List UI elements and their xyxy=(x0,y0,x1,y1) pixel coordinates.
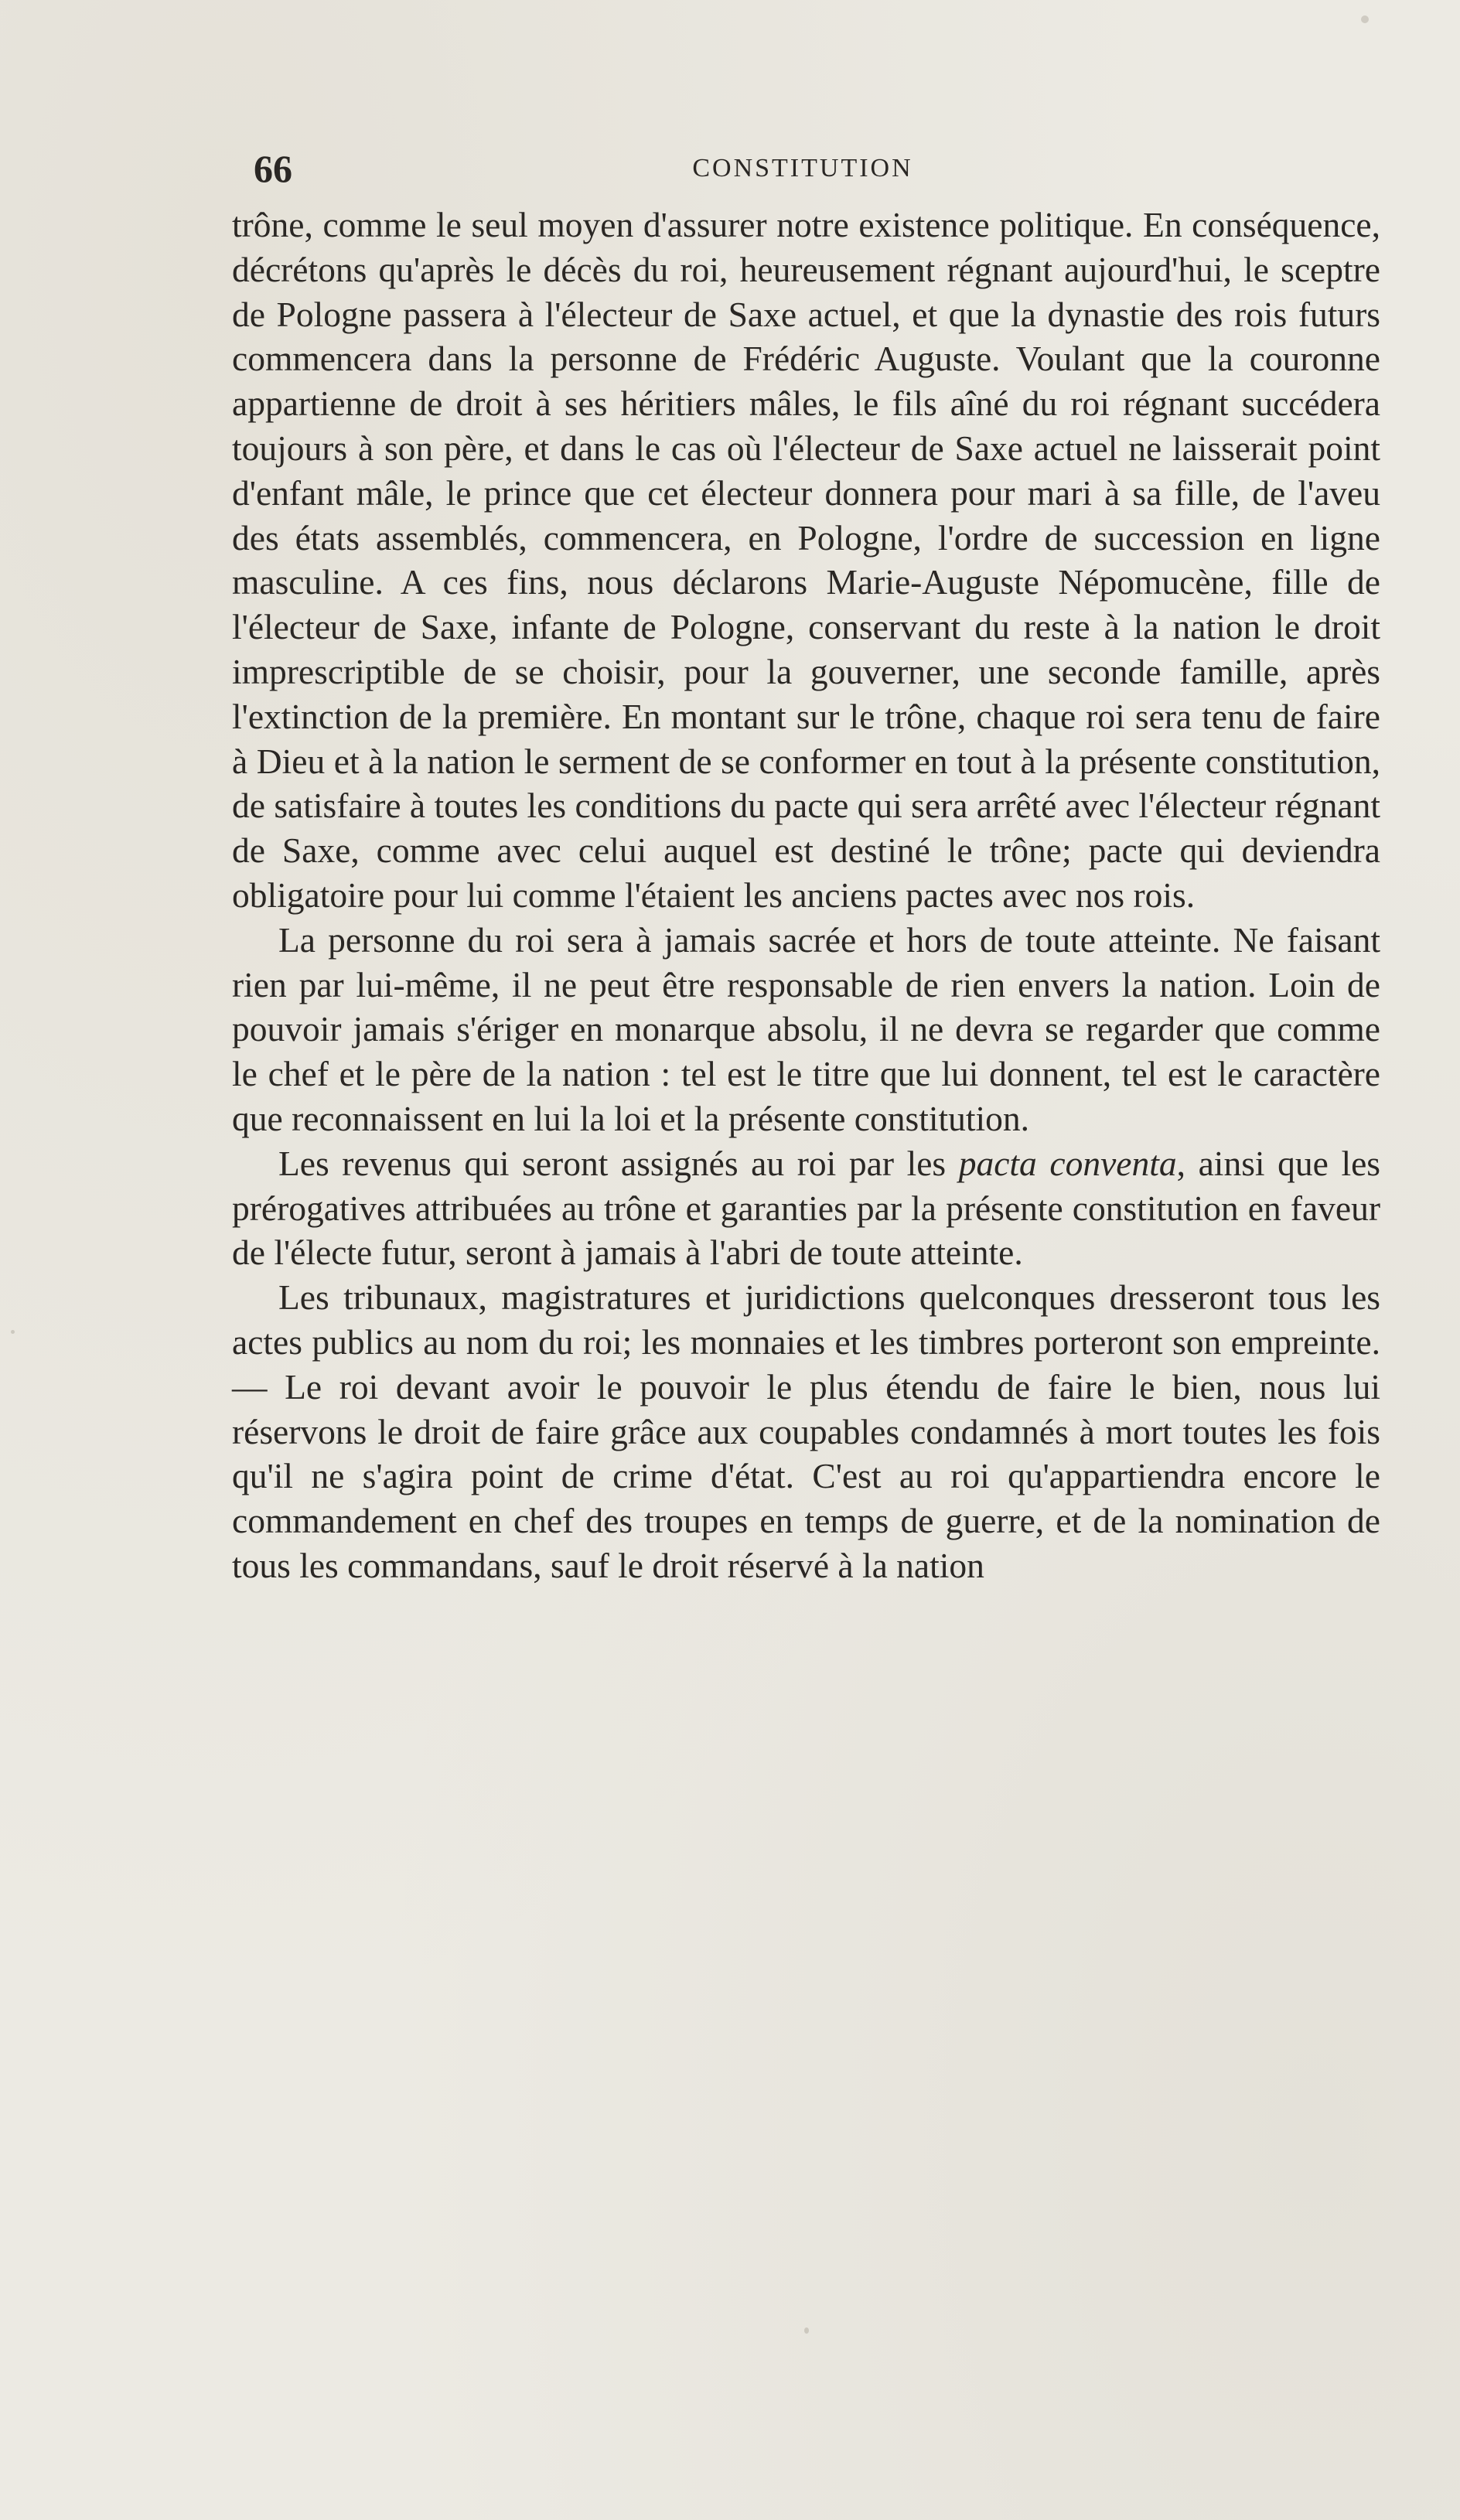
paper-speck xyxy=(1361,15,1369,23)
paragraph-tribunals: Les tribunaux, magistratures et juridictions quelconques dresseront tous les actes publics au nom du roi; les monnaies et les timbres porteront son empreinte. — Le roi devant avoir le pouvoir le plus étendu de faire le bien, nous lui réservons le droit de faire grâce aux coupables condamnés à mort toutes les fois qu'il ne s'agira point de crime d'état. C'est au roi qu'appartiendra encore le commandement en chef des troupes en temps de guerre, et de la nomination de tous les commandans, sauf le droit réservé à la nation xyxy=(232,1277,1380,1585)
paragraph-king-person: La personne du roi sera à jamais sacrée et hors de toute atteinte. Ne faisant rien par lui-même, il ne peut être responsable de rien envers la nation. Loin de pouvoir jamais s'ériger en monarque absolu, il ne devra se regarder que comme le chef et le père de la nation : tel est le titre que lui donnent, tel est le caractère que reconnaissent en lui la loi et la présente constitution. xyxy=(232,919,1380,1138)
paragraph-revenues-end: , ainsi que les prérogatives attribuées au trône et garanties par la présente constitution en faveur de l'électe futur, seront à jamais à l'abri de toute atteinte. xyxy=(232,1143,1380,1273)
paragraph-revenues-start: Les revenus qui seront assignés au roi par les xyxy=(278,1143,959,1183)
pacta-conventa-term: pacta conventa xyxy=(958,1143,1177,1183)
body-text xyxy=(232,203,1380,1588)
paper-speck xyxy=(11,1330,15,1334)
paragraph-revenues xyxy=(232,1141,1380,1275)
paper-speck xyxy=(804,2327,809,2334)
page-number: 66 xyxy=(254,147,292,190)
running-head: CONSTITUTION xyxy=(692,154,913,182)
paragraph-succession: trône, comme le seul moyen d'assurer notre existence politique. En conséquence, décrétons qu'après le décès du roi, heureusement régnant aujourd'hui, le sceptre de Pologne passera à l'électeur de Saxe actuel, et que la dynastie des rois futurs commencera dans la personne de Frédéric Auguste. Voulant que la couronne appartienne de droit à ses héritiers mâles, le fils aîné du roi régnant succédera toujours à son père, et dans le cas où l'électeur de Saxe actuel ne laisserait point d'enfant mâle, le prince que cet électeur donnera pour mari à sa fille, de l'aveu des états assemblés, commencera, en Pologne, l'ordre de succession en ligne masculine. A ces fins, nous déclarons Marie-Auguste Népomucène, fille de l'électeur de Saxe, infante de Pologne, conservant du reste à la nation le droit imprescriptible de se choisir, pour la gouverner, une seconde famille, après l'extinction de la première. En montant sur le trône, chaque roi sera tenu de faire à Dieu et à la nation le serment de se conformer en tout à la présente constitution, de satisfaire à toutes les conditions du pacte qui sera arrêté avec l'électeur régnant de Saxe, comme avec celui auquel est destiné le trône; pacte qui deviendra obligatoire pour lui comme l'étaient les anciens pactes avec nos rois. xyxy=(232,205,1381,915)
page-header xyxy=(246,145,1359,192)
